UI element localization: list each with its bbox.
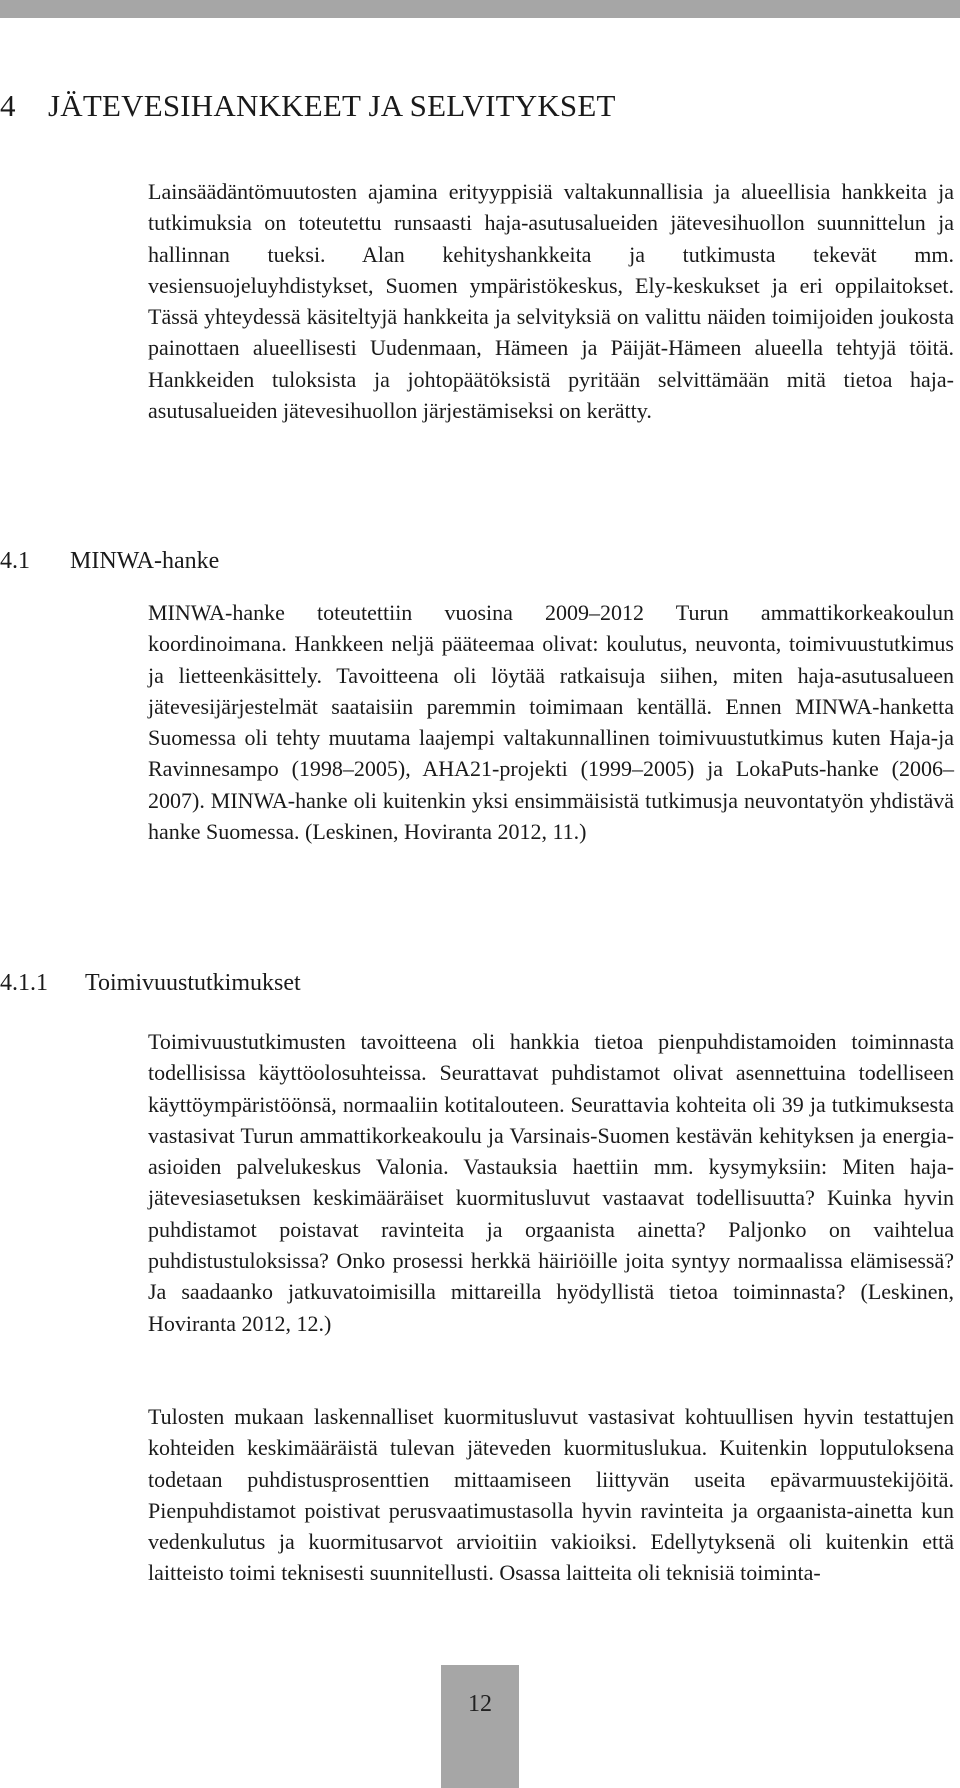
section-body-paragraph: MINWA-hanke toteutettiin vuosina 2009–2012 Turun ammattikorkeakoulun koordinoimana. Hankkeen neljä pääteemaa olivat: koulutus, neuvonta, toimivuustutkimus ja lietteenkäsittely. Tavoitteena oli löytää ratkaisuja siihen, miten haja-asutusalueen jätevesijärjestelmät saataisiin paremmin toimimaan kentällä. Ennen MINWA-hanketta Suomessa oli tehty muutama laajempi valtakunnallinen toimivuustutkimus kuten Haja-ja Ravinnesampo (1998–2005), AHA21-projekti (1999–2005) ja LokaPuts-hanke (2006–2007). MINWA-hanke oli kuitenkin yksi ensimmäisistä tutkimusja neuvontatyön yhdistävä hanke Suomessa. (Leskinen, Hoviranta 2012, 11.) — [148, 600, 954, 845]
section-number: 4.1 — [0, 548, 30, 574]
section-title: MINWA-hanke — [70, 548, 220, 574]
section-heading — [0, 548, 219, 575]
chapter-intro-paragraph: Lainsäädäntömuutosten ajamina erityyppisiä valtakunnallisia ja alueellisia hankkeita ja tutkimuksia on toteutettu runsaasti haja-asutusalueiden jätevesihuollon suunnittelun ja hallinnan tueksi. Alan kehityshankkeita ja tutkimusta tekevät mm. vesiensuojeluyhdistykset, Suomen ympäristökeskus, Ely-keskukset ja eri oppilaitokset. Tässä yhteydessä käsiteltyjä hankkeita ja selvityksiä on valittu näiden toimijoiden joukosta painottaen alueellisesti Uudenmaan, Hämeen ja Päijät-Hämeen alueella tehtyjä töitä. Hankkeiden tuloksista ja johtopäätöksistä pyritään selvittämään mitä tietoa haja-asutusalueiden jätevesihuollon järjestämiseksi on kerätty. — [148, 179, 954, 424]
subsection-body-paragraph-1: Toimivuustutkimusten tavoitteena oli hankkia tietoa pienpuhdistamoiden toiminnasta todellisissa käyttöolosuhteissa. Seurattavat puhdistamot olivat asennettuina todelliseen käyttöympäristöönsä, normaaliin kotitalouteen. Seurattavia kohteita oli 39 ja tutkimuksesta vastasivat Turun ammattikorkeakoulu ja Varsinais-Suomen kestävän kehityksen ja energia-asioiden palvelukeskus Valonia. Vastauksia haettiin mm. kysymyksiin: Miten haja-jätevesiasetuksen keskimääräiset kuormitusluvut vastaavat todellisuutta? Kuinka hyvin puhdistamot poistavat ravinteita ja orgaanista ainetta? Paljonko on vaihtelua puhdistustuloksissa? Onko prosessi herkkä häiriöille joita syntyy normaalissa elämisessä? Ja saadaanko jatkuvatoimisilla mittareilla hyödyllistä tietoa toiminnasta? (Leskinen, Hoviranta 2012, 12.) — [148, 1029, 954, 1336]
chapter-title: JÄTEVESIHANKKEET JA SELVITYKSET — [48, 88, 616, 123]
chapter-number: 4 — [0, 88, 16, 123]
page-number: 12 — [468, 1691, 492, 1717]
subsection-title: Toimivuustutkimukset — [85, 970, 301, 996]
top-border-bar — [0, 0, 960, 18]
page-number-box — [441, 1665, 519, 1788]
subsection-number: 4.1.1 — [0, 970, 48, 996]
subsection-body-paragraph-2: Tulosten mukaan laskennalliset kuormitusluvut vastasivat kohtuullisen hyvin testattujen kohteiden keskimääräistä tulevan jäteveden kuormituslukua. Kuitenkin lopputuloksena todetaan puhdistusprosenttien mittaamiseen liittyvän useita epävarmuustekijöitä. Pienpuhdistamot poistivat perusvaatimustasolla hyvin ravinteita ja orgaanista-ainetta kun vedenkulutus ja kuormitusarvot arvioitiin vakioiksi. Edellytyksenä oli kuitenkin että laitteisto toimi teknisesti suunnitellusti. Osassa laitteita oli teknisiä toiminta- — [148, 1404, 954, 1586]
chapter-heading — [0, 88, 616, 124]
subsection-heading — [0, 970, 301, 997]
